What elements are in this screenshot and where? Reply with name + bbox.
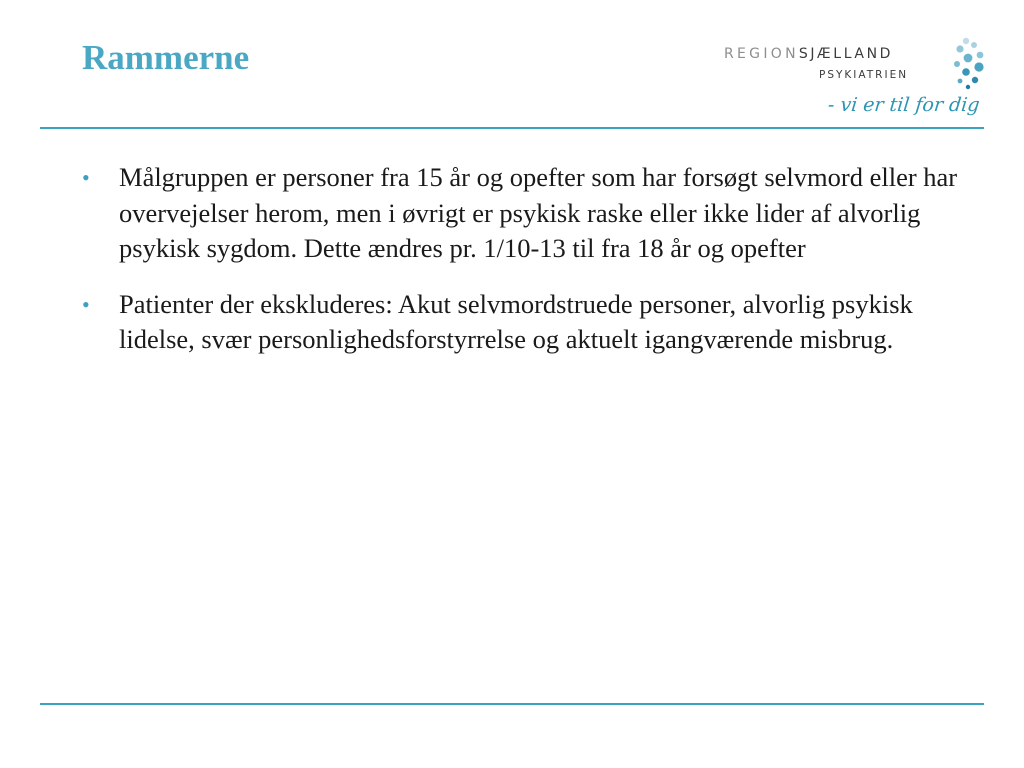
slide-title: Rammerne bbox=[82, 38, 250, 77]
logo-wordmark bbox=[724, 46, 893, 62]
bullet-text: Målgruppen er personer fra 15 år og opefter som har forsøgt selvmord eller har overvejelser herom, men i øvrigt er psykisk raske eller ikke lider af alvorlig psykisk sygdom. Dette ændres pr. 1/10-13 til fra 18 år og opefter bbox=[119, 162, 958, 263]
bullet-marker: • bbox=[82, 291, 90, 317]
top-divider bbox=[40, 127, 984, 129]
dots-cluster-icon bbox=[946, 36, 986, 92]
bullet-item bbox=[82, 287, 982, 358]
logo-sjaelland-word: SJÆLLAND bbox=[798, 46, 894, 62]
logo-subtitle: PSYKIATRIEN bbox=[819, 69, 909, 81]
region-sjaelland-logo bbox=[720, 36, 990, 128]
logo-region-word: REGION bbox=[724, 46, 799, 62]
bullet-marker: • bbox=[82, 165, 90, 190]
bullet-list bbox=[82, 160, 982, 358]
bullet-item bbox=[82, 160, 982, 267]
bullet-text: Patienter der ekskluderes: Akut selvmordstruede personer, alvorlig psykisk lidelse, svær personlighedsforstyrrelse og aktuelt igangværende misbrug. bbox=[119, 288, 913, 354]
slide-body bbox=[82, 160, 982, 378]
logo-tagline: - vi er til for dig bbox=[826, 94, 981, 116]
bottom-divider bbox=[40, 703, 984, 705]
